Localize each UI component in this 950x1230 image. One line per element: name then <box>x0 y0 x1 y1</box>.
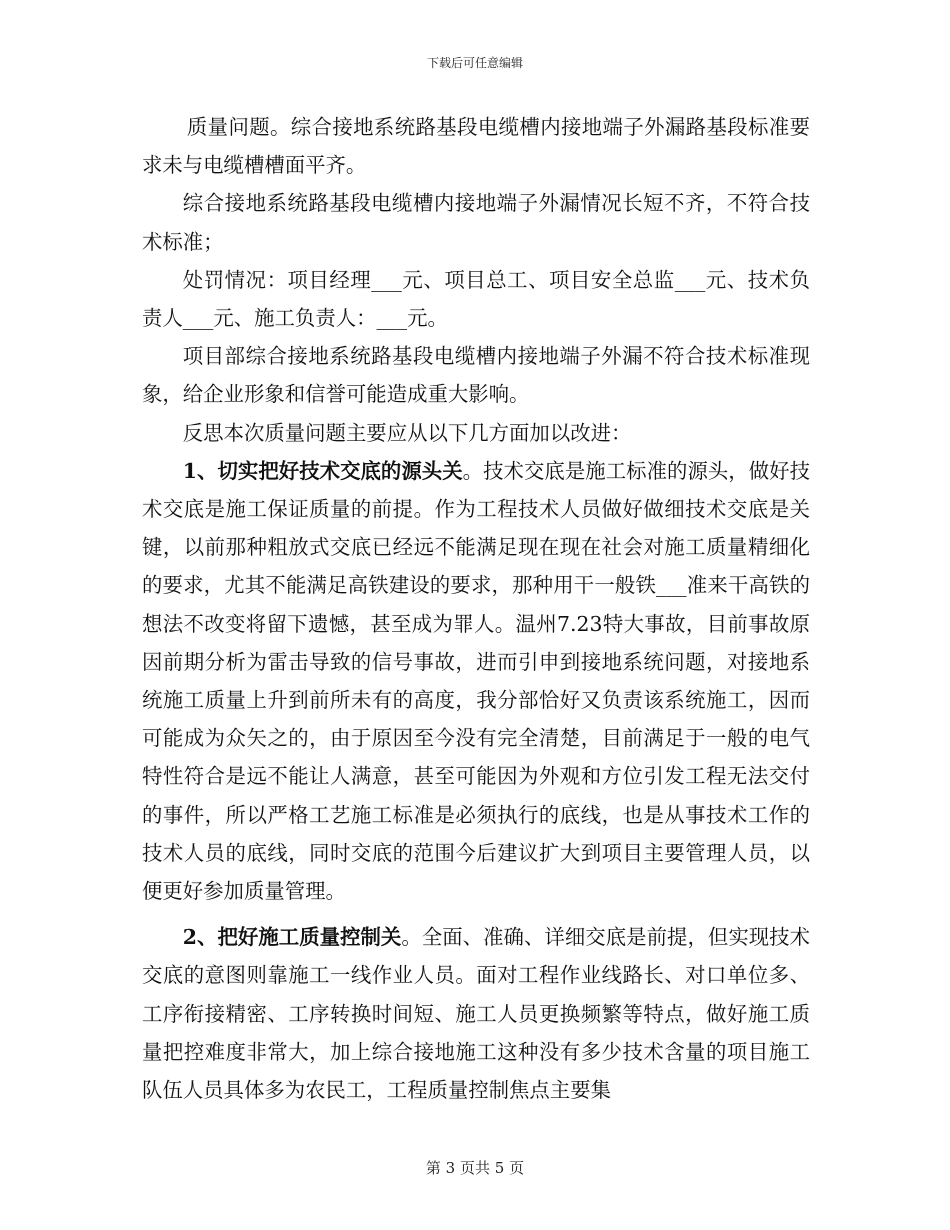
paragraph-7 <box>142 918 810 1109</box>
body-text <box>142 108 810 1109</box>
paragraph-1: 质量问题。综合接地系统路基段电缆槽内接地端子外漏路基段标准要求未与电缆槽槽面平齐。 <box>142 115 810 178</box>
paragraph-5: 反思本次质量问题主要应从以下几方面加以改进： <box>182 420 632 445</box>
paragraph-2: 综合接地系统路基段电缆槽内接地端子外漏情况长短不齐，不符合技术标准； <box>142 191 810 254</box>
page-footer: 第 3 页共 5 页 <box>425 1159 525 1177</box>
section-body-1: 。技术交底是施工标准的源头，做好技术交底是施工保证质量的前提。作为工程技术人员做好做细技术交底是关键，以前那种粗放式交底已经远不能满足现在现在社会对施工质量精细化的要求，尤其不能满足高铁建设的要求，那种用干一般铁___准来干高铁的想法不改变将留下遗憾，甚至成为罪人。温州7.23特大事故，目前事故原因前期分析为雷击导致的信号事故，进而引申到接地系统问题，对接地系统施工质量上升到前所未有的高度，我分部恰好又负责该系统施工，因而可能成为众矢之的，由于原因至今没有完全清楚，目前满足于一般的电气特性符合是远不能让人满意，甚至可能因为外观和方位引发工程无法交付的事件，所以严格工艺施工标准是必须执行的底线，也是从事技术工作的技术人员的底线，同时交底的范围今后建议扩大到项目主要管理人员，以便更好参加质量管理。 <box>142 458 811 904</box>
paragraph-3: 处罚情况：项目经理___元、项目总工、项目安全总监___元、技术负责人___元、施工负责人：___元。 <box>142 267 810 331</box>
paragraph-4: 项目部综合接地系统路基段电缆槽内接地端子外漏不符合技术标准现象，给企业形象和信誉可能造成重大影响。 <box>142 344 810 407</box>
section-heading-2: 2、把好施工质量控制关 <box>182 925 402 950</box>
paragraph-6 <box>142 452 810 910</box>
section-heading-1: 1、切实把好技术交底的源头关 <box>182 458 463 483</box>
page-header: 下载后可任意编辑 <box>426 56 523 70</box>
section-body-2: 。全面、准确、详细交底是前提，但实现技术交底的意图则靠施工一线作业人员。面对工程作业线路长、对口单位多、工序衔接精密、工序转换时间短、施工人员更换频繁等特点，做好施工质量把控难度非常大，加上综合接地施工这种没有多少技术含量的项目施工队伍人员具体多为农民工，工程质量控制焦点主要集 <box>142 925 811 1103</box>
